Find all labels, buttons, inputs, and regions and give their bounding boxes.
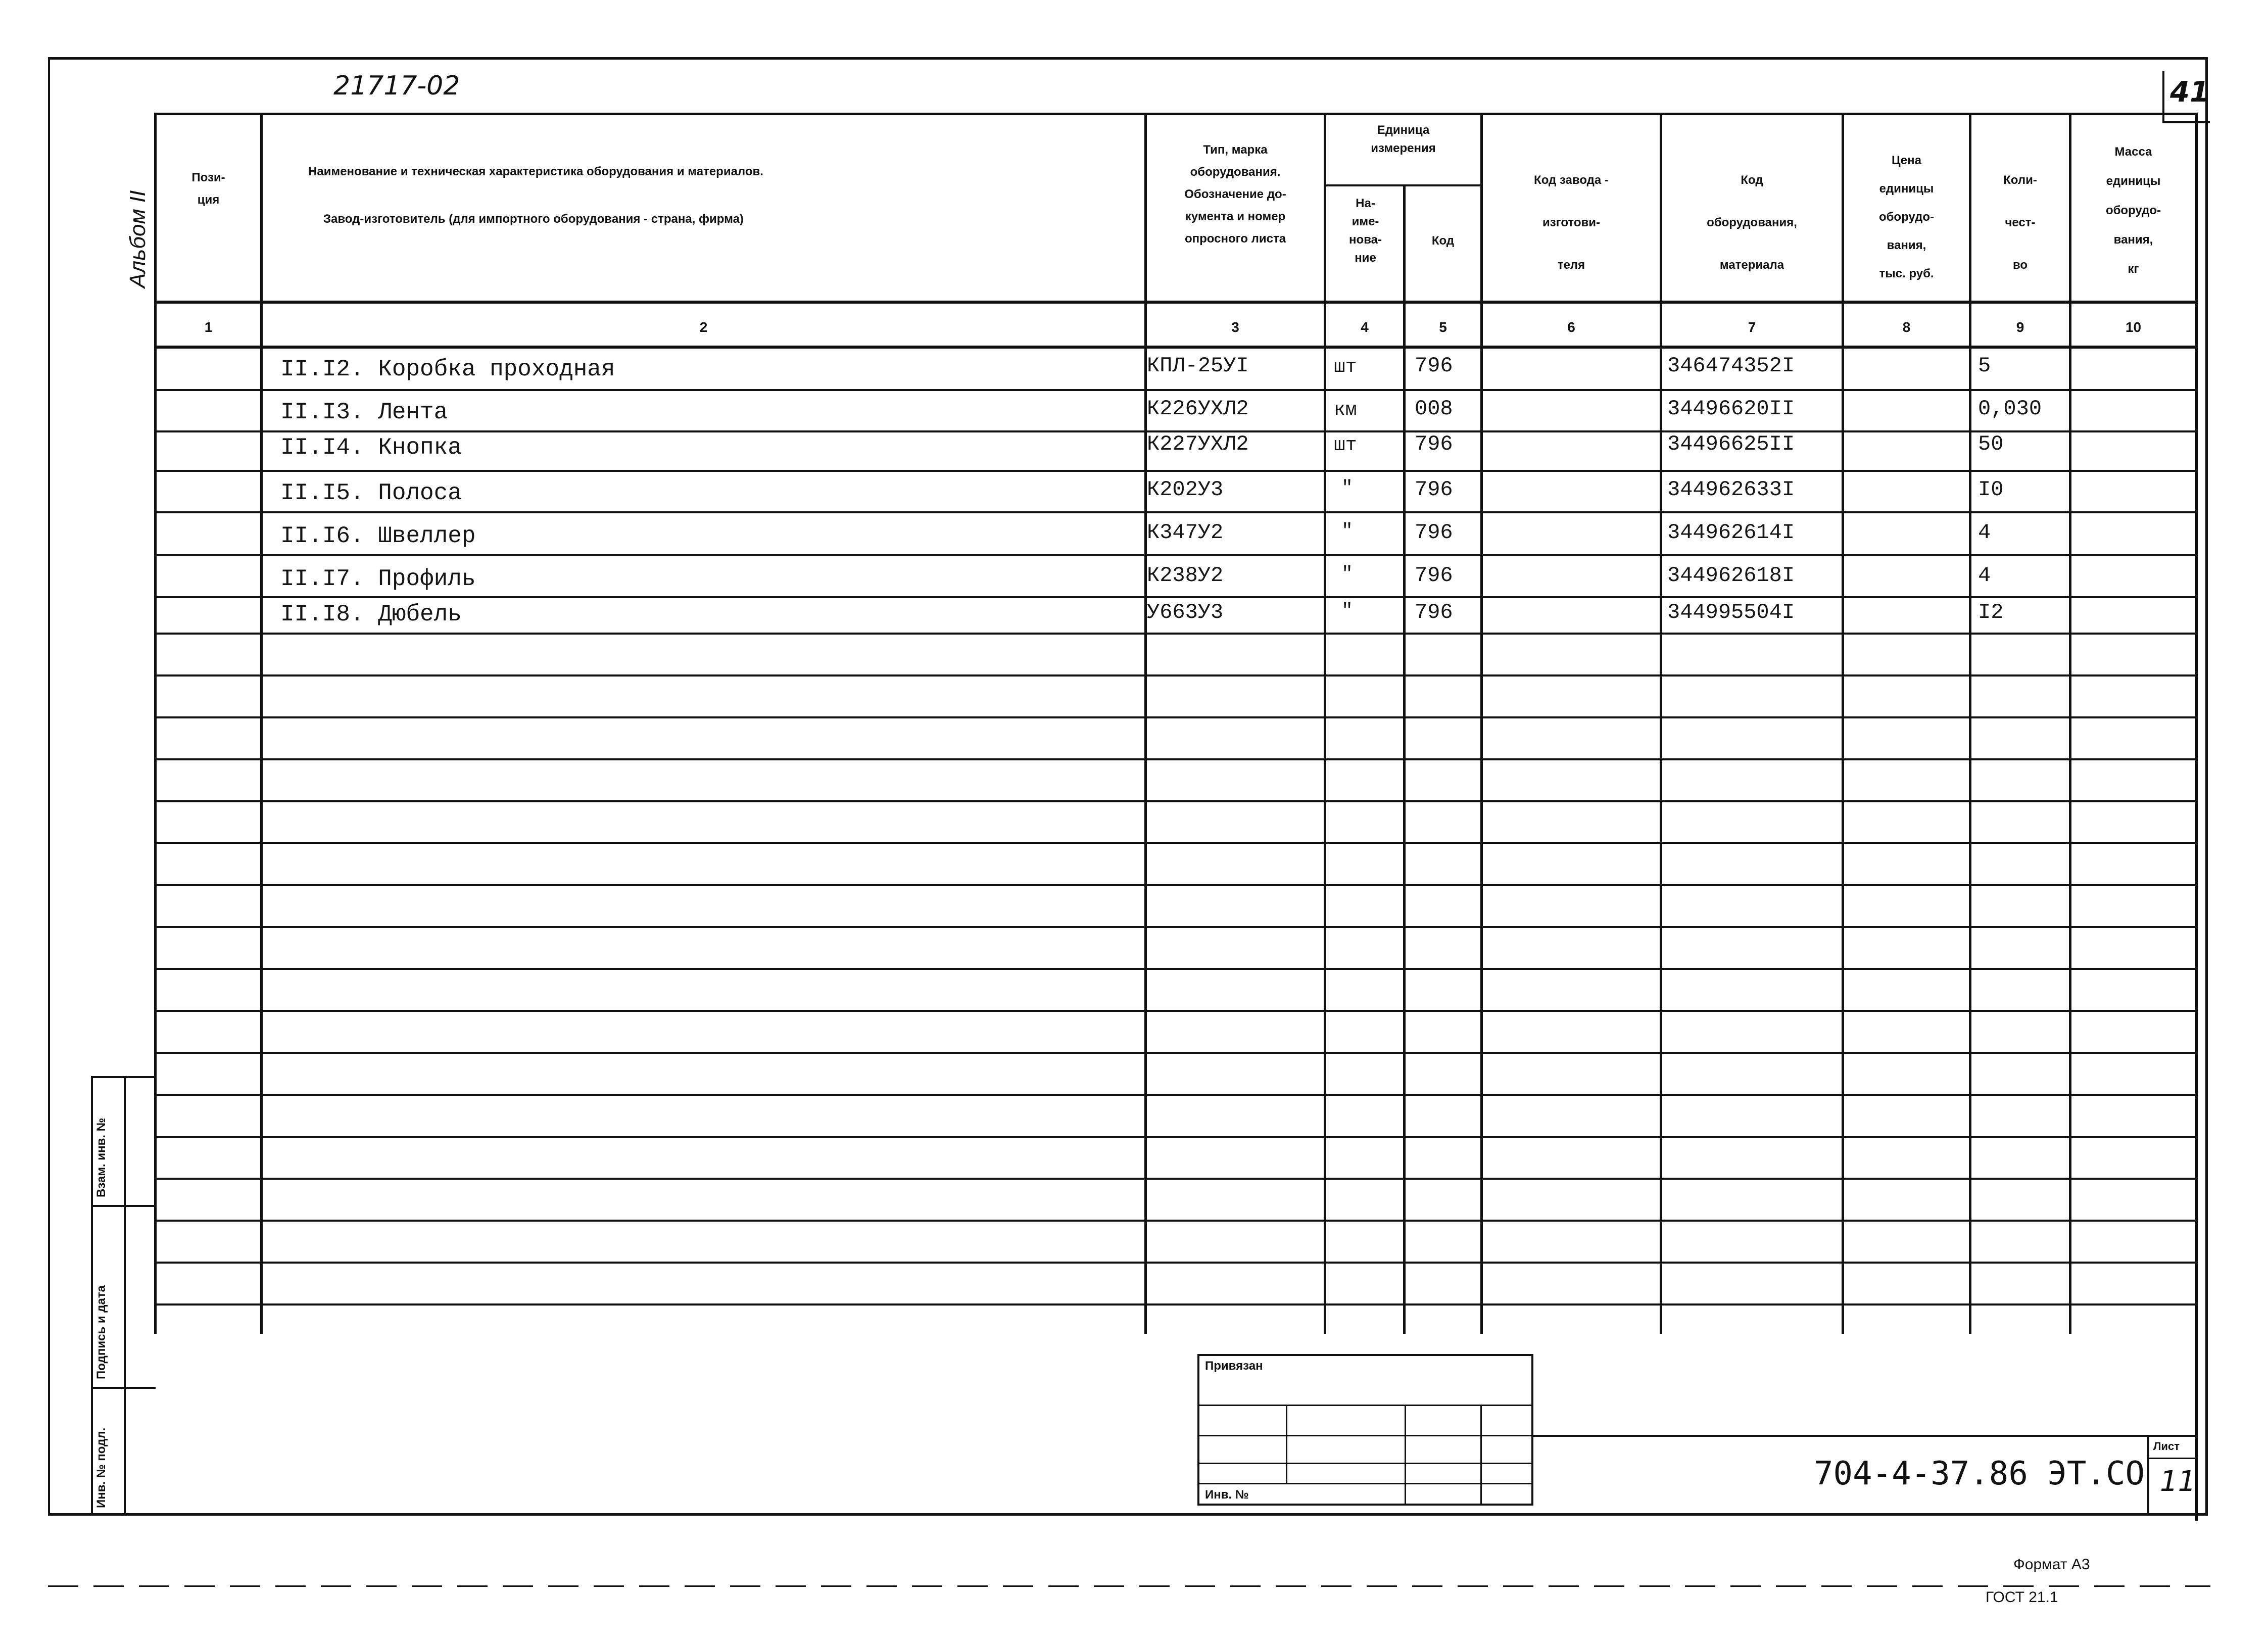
row-line bbox=[154, 884, 2198, 886]
table-right-border bbox=[2195, 114, 2198, 1521]
row-unit-code: 796 bbox=[1415, 520, 1453, 545]
row-unit: шт bbox=[1334, 434, 1357, 456]
row-line bbox=[154, 1136, 2198, 1138]
side-stamp-div1 bbox=[91, 1205, 156, 1207]
row-type: К202У3 bbox=[1147, 477, 1224, 502]
header-unit-code: Код bbox=[1431, 234, 1455, 248]
row-qty: I2 bbox=[1978, 600, 2004, 624]
privyazan-vline1 bbox=[1286, 1405, 1287, 1483]
row-line bbox=[154, 1303, 2198, 1306]
row-line bbox=[154, 800, 2198, 802]
header-name-line2: Завод-изготовитель (для импортного оборудования - страна, фирма) bbox=[323, 212, 744, 226]
privyazan-vline2 bbox=[1405, 1405, 1406, 1505]
row-name: II.I8. Дюбель bbox=[280, 601, 462, 627]
row-line bbox=[154, 674, 2198, 676]
frame-top-line bbox=[48, 57, 2208, 60]
row-line bbox=[154, 470, 2198, 472]
header-quantity: Коли- чест- во bbox=[2003, 173, 2037, 272]
row-qty: 4 bbox=[1978, 563, 1991, 588]
row-name: II.I2. Коробка проходная bbox=[280, 356, 615, 382]
privyazan-line1 bbox=[1197, 1405, 1533, 1406]
colnum-1: 1 bbox=[204, 319, 213, 335]
colnum-7: 7 bbox=[1748, 319, 1756, 335]
header-unit-price: Цена единицы оборудо- вания, тыс. руб. bbox=[1878, 154, 1935, 280]
row-line bbox=[154, 633, 2198, 635]
row-type: К227УХЛ2 bbox=[1147, 432, 1249, 456]
row-type: К238У2 bbox=[1147, 563, 1224, 588]
bottom-code: ГОСТ 21.1 bbox=[1986, 1589, 2058, 1606]
side-vzam-label: Взам. инв. № bbox=[94, 1118, 108, 1197]
privyazan-line3 bbox=[1197, 1463, 1533, 1464]
header-position: Пози- ция bbox=[191, 171, 225, 207]
side-stamp-left bbox=[91, 1076, 93, 1515]
row-qty: 0,030 bbox=[1978, 397, 2042, 421]
row-type: К347У2 bbox=[1147, 520, 1224, 545]
row-code: 344995504I bbox=[1667, 600, 1795, 624]
unit-group-divider bbox=[1324, 184, 1481, 186]
row-name: II.I6. Швеллер bbox=[280, 523, 476, 549]
row-code: 344962614I bbox=[1667, 520, 1795, 545]
row-unit-code: 796 bbox=[1415, 477, 1453, 502]
row-name: II.I3. Лента bbox=[280, 399, 448, 425]
row-type: У663У3 bbox=[1147, 600, 1224, 624]
row-qty: I0 bbox=[1978, 477, 2004, 502]
col-sep-3 bbox=[1324, 114, 1326, 1334]
designation: 704-4-37.86 ЭТ.СО bbox=[1814, 1455, 2145, 1492]
row-line bbox=[154, 554, 2198, 556]
inv-no-label: Инв. № bbox=[1205, 1488, 1249, 1502]
colnum-9: 9 bbox=[2016, 319, 2024, 335]
colnum-10: 10 bbox=[2125, 319, 2142, 335]
row-unit-code: 796 bbox=[1415, 600, 1453, 624]
row-name: II.I7. Профиль bbox=[280, 566, 476, 592]
row-code: 34496620II bbox=[1667, 397, 1795, 421]
side-inv-podl-label: Инв. № подл. bbox=[94, 1427, 108, 1508]
privyazan-label: Привязан bbox=[1205, 1359, 1263, 1373]
row-name: II.I4. Кнопка bbox=[280, 434, 462, 461]
col-sep-5 bbox=[1480, 114, 1483, 1334]
document-number: 21717-02 bbox=[333, 71, 460, 101]
col-sep-8 bbox=[1969, 114, 1971, 1334]
row-unit: шт bbox=[1334, 356, 1357, 378]
row-code: 344962618I bbox=[1667, 563, 1795, 588]
row-qty: 5 bbox=[1978, 354, 1991, 378]
frame-right-line bbox=[2205, 57, 2208, 1516]
col-sep-9 bbox=[2069, 114, 2071, 1334]
row-line bbox=[154, 716, 2198, 718]
row-line bbox=[154, 1094, 2198, 1096]
corner-page-number: 41 bbox=[2170, 76, 2209, 109]
row-unit: " bbox=[1341, 477, 1353, 499]
frame-bottom-line bbox=[48, 1513, 2208, 1516]
row-line bbox=[154, 1262, 2198, 1264]
row-unit-code: 796 bbox=[1415, 432, 1453, 456]
row-line bbox=[154, 1052, 2198, 1054]
privyazan-line2 bbox=[1197, 1435, 1533, 1436]
side-stamp-top bbox=[91, 1076, 156, 1078]
row-line bbox=[154, 1220, 2198, 1222]
colnum-3: 3 bbox=[1231, 319, 1239, 335]
format-label: Формат А3 bbox=[2013, 1556, 2090, 1573]
row-qty: 50 bbox=[1978, 432, 2004, 456]
table-top-border bbox=[154, 113, 2198, 115]
sheet-label: Лист bbox=[2153, 1440, 2180, 1453]
row-code: 34496625II bbox=[1667, 432, 1795, 456]
row-unit: " bbox=[1341, 520, 1353, 542]
row-line bbox=[154, 1178, 2198, 1180]
header-unit-mass: Масса единицы оборудо- вания, кг bbox=[2105, 145, 2161, 276]
col-sep-2 bbox=[1144, 114, 1147, 1334]
header-manufacturer-code: Код завода - изготови- теля bbox=[1534, 173, 1609, 272]
row-unit-code: 796 bbox=[1415, 354, 1453, 378]
sheet-box-divider bbox=[2147, 1458, 2195, 1459]
row-unit: " bbox=[1341, 563, 1353, 585]
header-name-line1: Наименование и техническая характеристика оборудования и материалов. bbox=[308, 165, 763, 178]
colnum-bottom-line bbox=[154, 346, 2198, 349]
row-line bbox=[154, 968, 2198, 970]
frame-left-line bbox=[48, 57, 50, 1515]
row-line bbox=[154, 596, 2198, 598]
row-unit: " bbox=[1341, 600, 1353, 622]
header-unit-group: Единица измерения bbox=[1371, 123, 1436, 155]
row-type: КПЛ-25УI bbox=[1147, 354, 1249, 378]
colnum-4: 4 bbox=[1361, 319, 1369, 335]
row-line bbox=[154, 758, 2198, 760]
row-qty: 4 bbox=[1978, 520, 1991, 545]
colnum-2: 2 bbox=[699, 319, 708, 335]
bottom-dashed-line bbox=[48, 1585, 2210, 1587]
side-stamp-mid bbox=[124, 1076, 126, 1515]
header-unit-name: На- име- нова- ние bbox=[1349, 197, 1382, 265]
row-line bbox=[154, 511, 2198, 513]
row-code: 346474352I bbox=[1667, 354, 1795, 378]
row-line bbox=[154, 926, 2198, 928]
col-sep-6 bbox=[1660, 114, 1662, 1334]
row-unit-code: 796 bbox=[1415, 563, 1453, 588]
col-sep-1 bbox=[260, 114, 263, 1334]
title-block-top bbox=[1533, 1435, 2195, 1437]
privyazan-line4 bbox=[1197, 1483, 1533, 1484]
side-stamp-div2 bbox=[91, 1387, 156, 1389]
row-type: К226УХЛ2 bbox=[1147, 397, 1249, 421]
album-label: Альбом II bbox=[125, 190, 150, 288]
row-code: 344962633I bbox=[1667, 477, 1795, 502]
colnum-6: 6 bbox=[1567, 319, 1575, 335]
colnum-5: 5 bbox=[1439, 319, 1447, 335]
row-unit-code: 008 bbox=[1415, 397, 1453, 421]
header-type: Тип, марка оборудования. Обозначение до- кумента и номер опросного листа bbox=[1184, 143, 1286, 246]
row-name: II.I5. Полоса bbox=[280, 480, 462, 506]
row-line bbox=[154, 842, 2198, 844]
row-unit: км bbox=[1334, 399, 1357, 421]
colnum-8: 8 bbox=[1902, 319, 1911, 335]
col-sep-7 bbox=[1842, 114, 1844, 1334]
header-equipment-code: Код оборудования, материала bbox=[1707, 173, 1797, 272]
row-line bbox=[154, 389, 2198, 391]
row-line bbox=[154, 1010, 2198, 1012]
side-podpis-label: Подпись и дата bbox=[94, 1285, 108, 1379]
privyazan-vline3 bbox=[1480, 1405, 1482, 1505]
header-bottom-line bbox=[154, 301, 2198, 304]
sheet-number: 11 bbox=[2160, 1465, 2196, 1498]
table-left-border bbox=[154, 114, 157, 1334]
